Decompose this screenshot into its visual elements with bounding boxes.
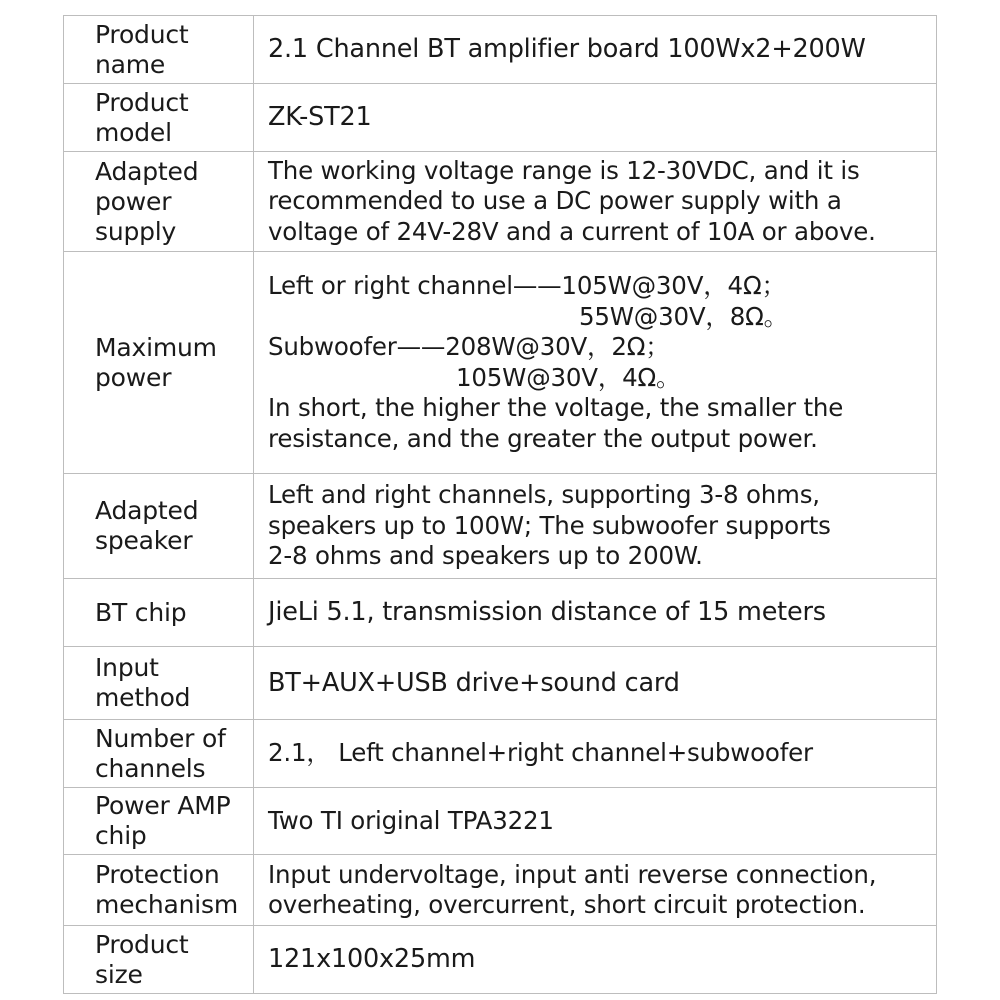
label-text: Power AMP — [95, 791, 231, 820]
label-cell — [64, 720, 254, 788]
value-text: recommended to use a DC power supply with a — [268, 186, 842, 216]
label-text: power — [95, 362, 172, 392]
value-text: BT+AUX+USB drive+sound card — [268, 667, 680, 698]
label-cell — [64, 647, 254, 720]
row-product-model — [64, 84, 937, 152]
value-cell — [254, 84, 937, 152]
label-cell — [64, 579, 254, 647]
value-cell — [254, 788, 937, 855]
label-text: Number of — [95, 723, 226, 753]
label-text: supply — [95, 216, 177, 246]
label-text: power — [95, 186, 172, 216]
value-text: Input undervoltage, input anti reverse connection, — [268, 859, 877, 889]
label-text: Product — [95, 19, 189, 49]
label-text: Product — [95, 929, 189, 959]
value-cell — [254, 647, 937, 720]
value-cell — [254, 855, 937, 926]
label-text: chip — [95, 821, 147, 850]
label-text: Protection — [95, 860, 220, 889]
value-cell — [254, 720, 937, 788]
row-number-of-channels — [64, 720, 937, 788]
label-text: Product — [95, 87, 189, 117]
value-cell — [254, 152, 937, 252]
value-text: ZK-ST21 — [268, 102, 372, 133]
label-cell — [64, 16, 254, 84]
label-text: channels — [95, 753, 206, 783]
value-text: In short, the higher the voltage, the smaller the — [268, 393, 844, 422]
value-text: 2-8 ohms and speakers up to 200W. — [268, 541, 703, 571]
value-text: Left or right channel——105W@30V，4Ω； — [268, 271, 786, 300]
spec-table — [63, 15, 937, 994]
row-power-amp-chip — [64, 788, 937, 855]
value-text: 2.1， Left channel+right channel+subwoofer — [268, 738, 813, 768]
label-text: Maximum — [95, 332, 217, 362]
label-text: Input — [95, 653, 159, 682]
label-text: BT chip — [95, 597, 187, 627]
row-adapted-power-supply — [64, 152, 937, 252]
label-cell — [64, 788, 254, 855]
label-cell — [64, 252, 254, 474]
label-text: model — [95, 117, 172, 147]
value-text: 105W@30V，4Ω。 — [456, 362, 681, 392]
label-cell — [64, 474, 254, 579]
value-text: 2.1 Channel BT amplifier board 100Wx2+200W — [268, 34, 866, 65]
value-text: Left and right channels, supporting 3-8 ohms, — [268, 480, 820, 510]
row-product-size — [64, 926, 937, 994]
value-text: Subwoofer——208W@30V，2Ω； — [268, 332, 670, 361]
label-text: Adapted — [95, 156, 199, 186]
value-cell — [254, 16, 937, 84]
label-cell — [64, 926, 254, 994]
value-text: Two TI original TPA3221 — [268, 805, 554, 835]
value-text: The working voltage range is 12-30VDC, and it is — [268, 155, 860, 185]
value-cell — [254, 474, 937, 579]
value-text: overheating, overcurrent, short circuit protection. — [268, 890, 866, 919]
value-text: voltage of 24V-28V and a current of 10A or above. — [268, 216, 876, 246]
value-text: 55W@30V，8Ω。 — [579, 301, 788, 331]
label-text: name — [95, 49, 166, 79]
value-text: resistance, and the greater the output power. — [268, 423, 818, 453]
label-text: speaker — [95, 526, 193, 555]
value-text: JieLi 5.1, transmission distance of 15 meters — [268, 597, 826, 628]
value-cell — [254, 926, 937, 994]
row-product-name — [64, 16, 937, 84]
value-text: speakers up to 100W; The subwoofer supports — [268, 510, 831, 540]
label-text: Adapted — [95, 496, 199, 525]
label-cell — [64, 84, 254, 152]
row-input-method — [64, 647, 937, 720]
label-text: mechanism — [95, 890, 239, 919]
row-maximum-power — [64, 252, 937, 474]
label-cell — [64, 855, 254, 926]
value-text: 121x100x25mm — [268, 944, 476, 975]
value-cell — [254, 579, 937, 647]
label-text: size — [95, 959, 143, 989]
row-protection-mechanism — [64, 855, 937, 926]
label-text: method — [95, 683, 191, 712]
label-cell — [64, 152, 254, 252]
value-cell — [254, 252, 937, 474]
row-bt-chip — [64, 579, 937, 647]
row-adapted-speaker — [64, 474, 937, 579]
